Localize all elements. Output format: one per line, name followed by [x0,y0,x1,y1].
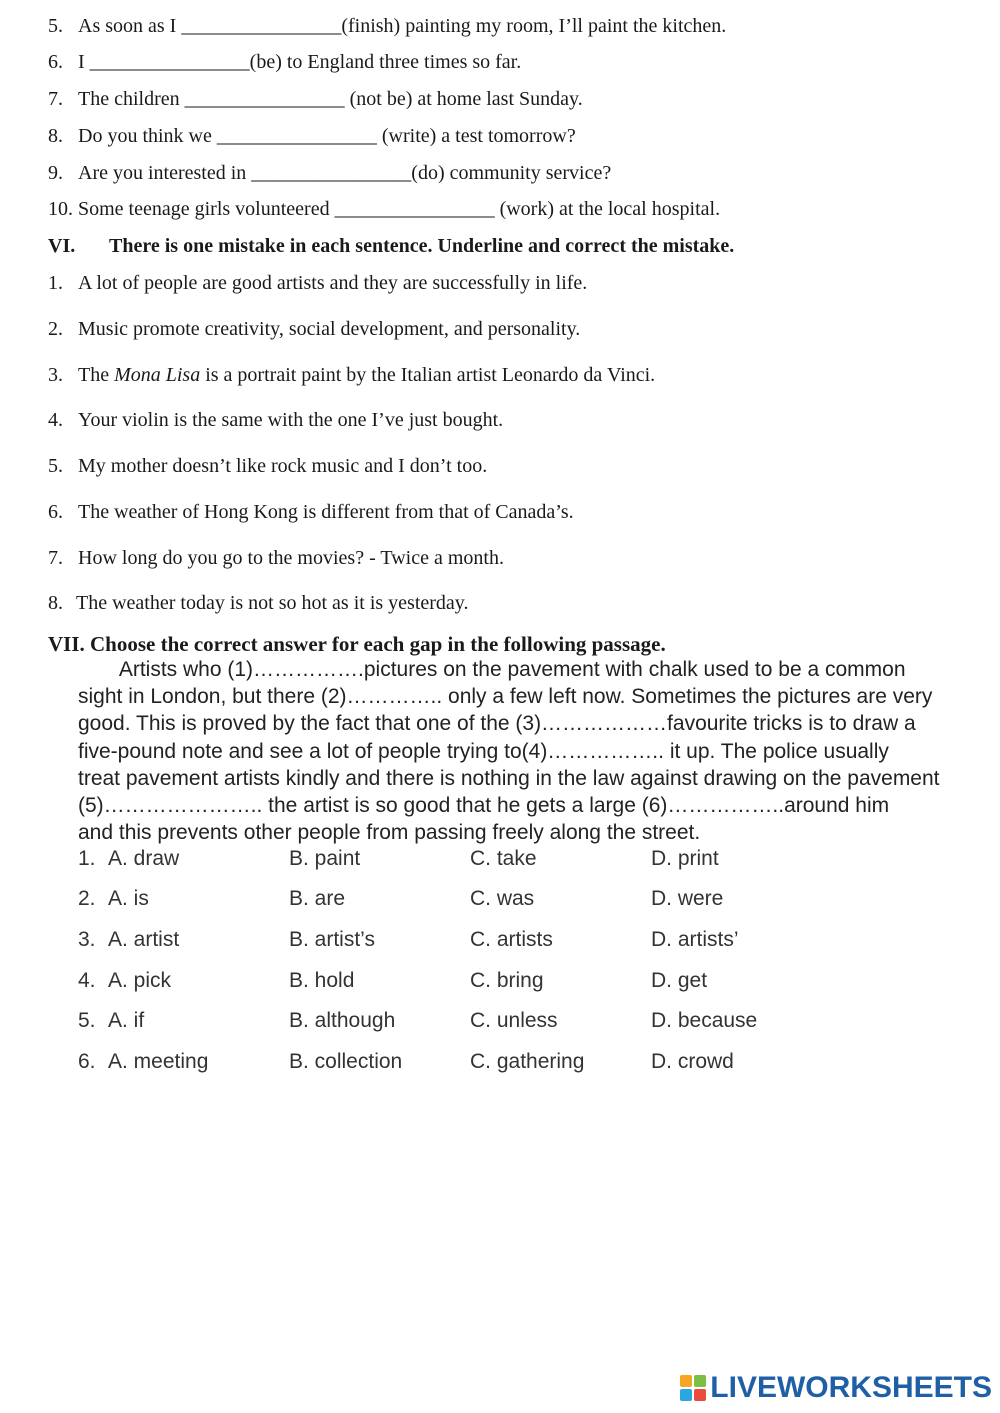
list-item [0,271,1000,295]
option-a[interactable]: A. if [108,1009,145,1032]
item-number: 3. [48,364,63,386]
option-c[interactable]: C. gathering [470,1050,585,1073]
option-a[interactable]: A. meeting [108,1050,209,1073]
passage-line: good. This is proved by the fact that one of the (3)………………favourite tricks is to draw a [78,712,916,736]
item-text [78,546,504,570]
item-text-start: The weather of Hong Kong is different from that of Canada’s. [78,501,574,523]
list-item [0,161,1000,185]
passage-line: five-pound note and see a lot of people trying to(4)…………….. it up. The police usually [78,739,889,763]
item-number: 6. [48,51,63,73]
question-number: 6. [78,1050,96,1073]
option-d[interactable]: D. were [651,887,724,910]
option-a[interactable]: A. is [108,887,149,910]
passage-line: Artists who (1)…………….pictures on the pavement with chalk used to be a common [78,658,906,681]
question-number: 2. [78,887,96,910]
list-item [0,591,1000,615]
item-text [78,454,487,478]
question-number: 3. [78,928,96,951]
option-b[interactable]: B. artist’s [289,928,375,951]
list-item [0,124,1000,148]
item-text [76,591,469,615]
option-b[interactable]: B. paint [289,847,361,870]
item-number: 6. [48,501,63,523]
reading-passage [78,656,978,846]
item-number: 7. [48,547,63,569]
item-text-start: The [78,364,115,386]
option-b[interactable]: B. collection [289,1050,403,1073]
item-text [78,408,503,432]
passage-line: and this prevents other people from passing freely along the street. [78,821,701,845]
option-a[interactable]: A. draw [108,847,180,870]
item-text: Are you interested in ________________(do) community service? [78,162,612,184]
item-text-start: How long do you go to the movies? - Twice a month. [78,547,504,569]
question-number: 4. [78,969,96,992]
item-text [78,317,580,341]
list-item [0,317,1000,341]
option-c[interactable]: C. take [470,847,537,870]
item-number: 8. [48,125,63,147]
item-text-end: is a portrait paint by the Italian artist Leonardo da Vinci. [200,364,656,386]
section-6-title: There is one mistake in each sentence. Underline and correct the mistake. [109,235,735,257]
list-item [0,197,1000,221]
option-a[interactable]: A. artist [108,928,180,951]
section-7-heading: VII. Choose the correct answer for each gap in the following passage. [48,632,666,656]
option-d[interactable]: D. get [651,969,708,992]
item-text: Do you think we ________________ (write) a test tomorrow? [78,125,576,147]
question-number: 5. [78,1009,96,1032]
item-text-start: My mother doesn’t like rock music and I don’t too. [78,455,488,477]
item-text [78,363,655,387]
question-number: 1. [78,847,96,870]
option-c[interactable]: C. bring [470,969,544,992]
option-b[interactable]: B. hold [289,969,355,992]
item-number: 2. [48,318,63,340]
passage-line: sight in London, but there (2)………….. only a few left now. Sometimes the pictures are very [78,685,933,709]
item-text-italic: Mona Lisa [114,364,201,386]
liveworksheets-logo-icon [680,1375,706,1401]
option-d[interactable]: D. crowd [651,1050,734,1073]
item-number: 7. [48,88,63,110]
passage-line: (5)………………….. the artist is so good that he gets a large (6)……………..around him [78,794,890,818]
section-6-heading [48,234,735,258]
item-number: 10. [48,198,73,220]
option-d[interactable]: D. artists’ [651,928,739,951]
item-text-start: Your violin is the same with the one I’ve just bought. [78,409,504,431]
item-text-start: Music promote creativity, social development, and personality. [78,318,581,340]
liveworksheets-logo-text: LIVEWORKSHEETS [710,1371,992,1404]
item-text-start: The weather today is not so hot as it is yesterday. [76,592,469,614]
option-c[interactable]: C. was [470,887,535,910]
list-item [0,87,1000,111]
item-number: 1. [48,272,63,294]
list-item [0,363,1000,387]
section-6-roman: VI. [48,235,76,257]
option-b[interactable]: B. although [289,1009,396,1032]
item-text [78,271,587,295]
item-text: As soon as I ________________(finish) painting my room, I’ll paint the kitchen. [78,15,727,37]
item-text [78,500,574,524]
list-item [0,14,1000,38]
list-item [0,50,1000,74]
passage-line: treat pavement artists kindly and there is nothing in the law against drawing on the pavement [78,766,940,790]
option-d[interactable]: D. because [651,1009,758,1032]
item-number: 5. [48,455,63,477]
item-text: Some teenage girls volunteered ________________ (work) at the local hospital. [78,198,721,220]
item-number: 5. [48,15,63,37]
item-number: 8. [48,592,63,614]
option-a[interactable]: A. pick [108,969,172,992]
item-text-start: A lot of people are good artists and they are successfully in life. [78,272,588,294]
item-text: The children ________________ (not be) at home last Sunday. [78,88,583,110]
option-b[interactable]: B. are [289,887,346,910]
option-c[interactable]: C. artists [470,928,553,951]
liveworksheets-logo [680,1371,992,1405]
list-item [0,408,1000,432]
list-item [0,546,1000,570]
item-number: 9. [48,162,63,184]
option-d[interactable]: D. print [651,847,719,870]
list-item [0,454,1000,478]
item-number: 4. [48,409,63,431]
item-text: I ________________(be) to England three times so far. [78,51,522,73]
option-c[interactable]: C. unless [470,1009,558,1032]
list-item [0,500,1000,524]
